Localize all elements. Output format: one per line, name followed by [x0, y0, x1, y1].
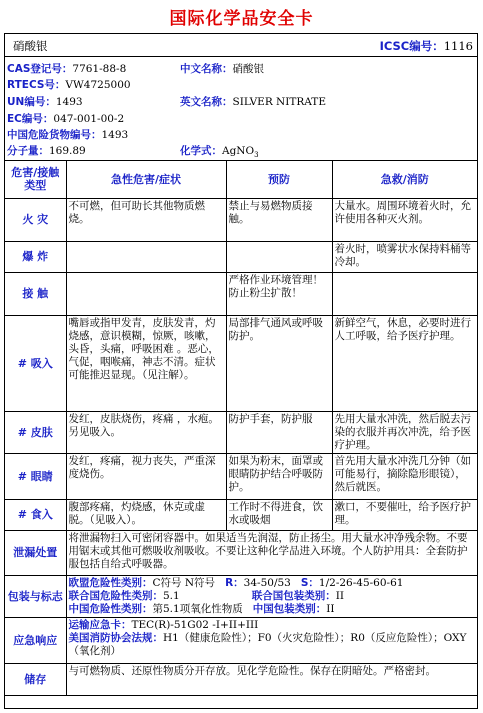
- row-contact-prevention: 严格作业环境管理！防止粉尘扩散！: [226, 272, 332, 315]
- r-value: 34-50/53: [243, 576, 291, 589]
- header-type: 危害/接触类型: [5, 161, 66, 198]
- icsc-value: 1116: [443, 39, 473, 53]
- row-inhalation-label: # 吸入: [5, 315, 66, 411]
- spill-text: 将泄漏物扫入可密闭容器中。如果适当先润湿，防止扬尘。用大量水冲净残余物。不要用锯末或其他可燃吸收剂吸收。不要让这种化学品进入环境。个人防护用具：全套防护服包括自给式呼吸器。: [66, 530, 477, 575]
- cas-line: [7, 61, 126, 76]
- row-contact-symptoms: [66, 272, 226, 315]
- cn-name-value: 硝酸银: [232, 63, 264, 75]
- row-emergency: [5, 617, 477, 663]
- cas-value: 7761-88-8: [72, 63, 127, 75]
- packaging-line-eu: [69, 577, 476, 590]
- storage-label: 储存: [5, 663, 66, 695]
- transport-card-label: 运输应急卡：: [68, 618, 132, 631]
- row-contact-label: 接 触: [5, 272, 66, 315]
- mw-value: 169.89: [49, 145, 86, 157]
- un-pack-value: II: [335, 589, 344, 602]
- formula-line: [180, 143, 259, 159]
- cas-label: CAS登记号：: [7, 63, 73, 75]
- row-fire-prevention: 禁止与易燃物质接触。: [226, 198, 332, 241]
- safety-card: [4, 33, 478, 709]
- un-class-label: 联合国危险性类别：: [68, 589, 163, 602]
- en-name-label: 英文名称：: [180, 96, 233, 108]
- eu-class-label: 欧盟危险性类别：: [68, 576, 153, 589]
- row-contact-first-aid: [332, 272, 477, 315]
- s-value: 1/2-26-45-60-61: [318, 576, 404, 589]
- row-packaging: [5, 575, 477, 617]
- en-name-value: SILVER NITRATE: [232, 96, 326, 108]
- row-skin-first-aid: 先用大量水冲洗，然后脱去污染的衣服并再次冲洗，给予医疗护理。: [332, 411, 477, 453]
- row-inhalation: [5, 315, 477, 411]
- icsc-label: ICSC编号：: [379, 39, 444, 53]
- cn-pack-label: 中国包装类别：: [252, 602, 327, 615]
- row-explosion-prevention: [226, 241, 332, 272]
- row-spill: [5, 530, 477, 575]
- row-ingestion-first-aid: 漱口，不要催吐，给予医疗护理。: [332, 499, 477, 530]
- cn-class-label: 中国危险性类别：: [68, 602, 153, 615]
- name-bar: [5, 34, 477, 57]
- eu-class-value: C符号 N符号: [152, 576, 216, 589]
- nfpa-line: [69, 632, 476, 658]
- cn-name-line: [180, 61, 264, 76]
- row-skin-symptoms: 发红，皮肤烧伤，疼痛 ，水疱。另见吸入。: [66, 411, 226, 453]
- row-skin-prevention: 防护手套，防护服: [226, 411, 332, 453]
- emergency-label: 应急响应: [5, 617, 66, 663]
- row-inhalation-symptoms: 嘴唇或指甲发青，皮肤发青，灼烧感，意识模糊，惊厥，咳嗽，头昏，头痛，呼吸困难 。恶心，气促，咽喉痛，神志不清。症状可能推迟显现。（见注解）。: [66, 315, 226, 411]
- row-storage: [5, 663, 477, 695]
- packaging-line-cn: [69, 603, 476, 616]
- formula-label: 化学式：: [180, 145, 222, 157]
- row-explosion-first-aid: 着火时，喷雾状水保持料桶等冷却。: [332, 241, 477, 272]
- row-inhalation-prevention: 局部排气通风或呼吸防护。: [226, 315, 332, 411]
- un-label: UN编号：: [7, 96, 56, 108]
- packaging-label: 包装与标志: [5, 575, 66, 617]
- row-eyes-label: # 眼睛: [5, 453, 66, 499]
- cn-pack-value: II: [326, 602, 335, 615]
- row-ingestion-prevention: 工作时不得进食，饮水或吸烟: [226, 499, 332, 530]
- row-ingestion-symptoms: 腹部疼痛，灼烧感，休克或虚脱。（见吸入）。: [66, 499, 226, 530]
- row-fire-label: 火 灾: [5, 198, 66, 241]
- rtecs-label: RTECS号：: [7, 79, 66, 91]
- chemical-name-cn: 硝酸银: [13, 39, 48, 53]
- un-value: 1493: [55, 96, 83, 108]
- formula-main: AgNO: [222, 145, 255, 157]
- row-eyes: [5, 453, 477, 499]
- header-prevention: 预防: [226, 161, 332, 198]
- identifiers-block: [5, 57, 477, 161]
- cn-class-value: 第5.1项氧化性物质: [152, 602, 243, 615]
- transport-card-line: [69, 619, 476, 632]
- cn-dg-value: 1493: [101, 129, 129, 141]
- row-explosion-symptoms: [66, 241, 226, 272]
- un-class-value: 5.1: [163, 589, 180, 602]
- row-fire-symptoms: 不可燃，但可助长其他物质燃烧。: [66, 198, 226, 241]
- row-skin: [5, 411, 477, 453]
- row-explosion: [5, 241, 477, 272]
- cn-dg-line: [7, 127, 128, 142]
- spill-label: 泄漏处置: [5, 530, 66, 575]
- row-ingestion: [5, 499, 477, 530]
- packaging-content: [66, 575, 477, 617]
- row-fire: [5, 198, 477, 241]
- formula-sub: 3: [254, 151, 259, 160]
- rtecs-value: VW4725000: [65, 79, 131, 91]
- cn-name-label: 中文名称：: [180, 63, 233, 75]
- r-label: R：: [225, 576, 244, 589]
- card-title: 国际化学品安全卡: [169, 9, 314, 29]
- header-first-aid: 急救/消防: [332, 161, 477, 198]
- nfpa-label: 美国消防协会法规：: [68, 631, 163, 644]
- hazard-table: [5, 161, 477, 696]
- row-eyes-symptoms: 发红，疼痛，视力丧失，严重深度烧伤。: [66, 453, 226, 499]
- row-eyes-first-aid: 首先用大量水冲洗几分钟（如可能易行，摘除隐形眼镜），然后就医。: [332, 453, 477, 499]
- row-explosion-label: 爆 炸: [5, 241, 66, 272]
- row-inhalation-first-aid: 新鲜空气，休息，必要时进行人工呼吸，给予医疗护理。: [332, 315, 477, 411]
- row-contact: [5, 272, 477, 315]
- packaging-line-un: [69, 590, 476, 603]
- transport-card-value: TEC(R)-51G02 -I+II+III: [131, 618, 259, 631]
- s-label: S：: [300, 576, 319, 589]
- row-ingestion-label: # 食入: [5, 499, 66, 530]
- row-skin-label: # 皮肤: [5, 411, 66, 453]
- table-header-row: [5, 161, 477, 198]
- icsc-number: [380, 38, 473, 54]
- storage-text: 与可燃物质、还原性物质分开存放。见化学危险性。保存在阴暗处。严格密封。: [66, 663, 477, 695]
- un-pack-label: 联合国包装类别：: [251, 589, 336, 602]
- row-eyes-prevention: 如果为粉末，面罩或眼睛防护结合呼吸防护。: [226, 453, 332, 499]
- header-symptoms: 急性危害/症状: [66, 161, 226, 198]
- nfpa-value: H1（健康危险性）；F0（火灾危险性）；R0（反应危险性）；OXY（氧化剂）: [68, 631, 467, 657]
- mw-line: [7, 143, 86, 158]
- row-fire-first-aid: 大量水。周围环境着火时，允许使用各种灭火剂。: [332, 198, 477, 241]
- mw-label: 分子量：: [7, 145, 49, 157]
- en-name-line: [180, 94, 326, 109]
- ec-label: EC编号：: [7, 113, 54, 125]
- un-line: [7, 94, 83, 109]
- ec-value: 047-001-00-2: [53, 113, 125, 125]
- emergency-content: [66, 617, 477, 663]
- ec-line: [7, 111, 124, 126]
- rtecs-line: [7, 77, 131, 92]
- cn-dg-label: 中国危险货物编号：: [7, 129, 102, 141]
